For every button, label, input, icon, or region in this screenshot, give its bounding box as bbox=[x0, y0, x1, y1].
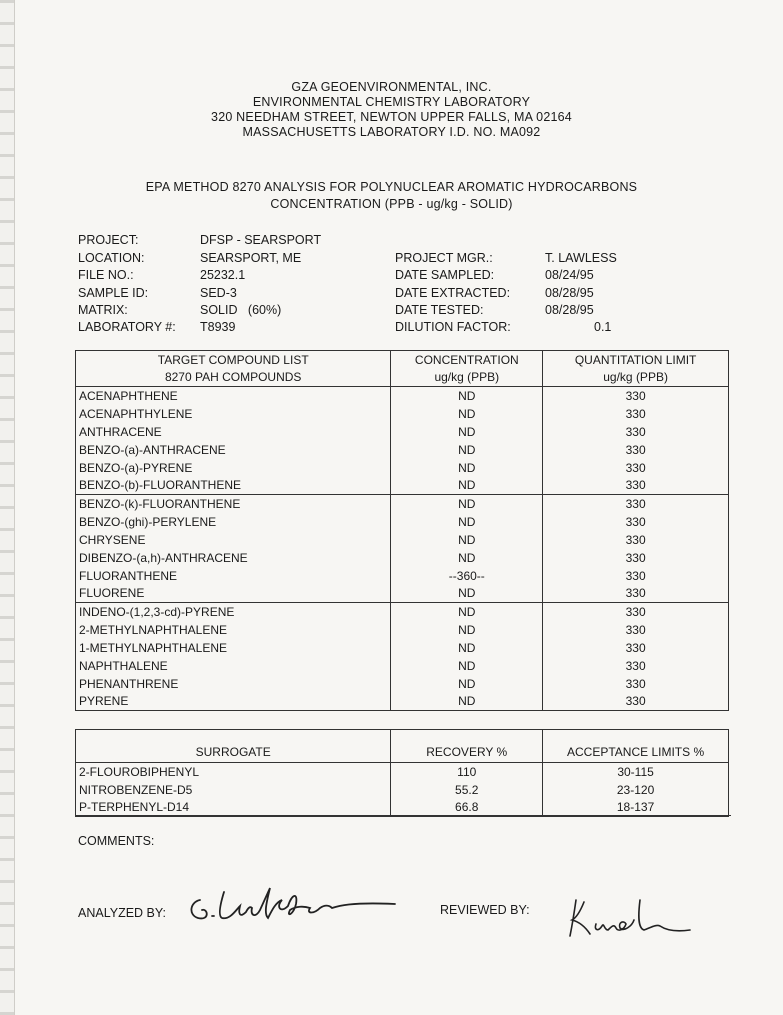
pah-results-table bbox=[75, 350, 729, 711]
quantitation-limit-value: 330 bbox=[625, 478, 646, 493]
table-row bbox=[76, 441, 729, 459]
sample-id-value: SED-3 bbox=[200, 286, 237, 300]
file-no-label: FILE NO.: bbox=[78, 268, 134, 282]
quantitation-limit-value: 330 bbox=[625, 460, 646, 475]
quantitation-limit-value: 330 bbox=[625, 640, 646, 655]
matrix-label: MATRIX: bbox=[78, 303, 128, 317]
quantitation-limit-value: 330 bbox=[625, 676, 646, 691]
compound-name: FLUORENE bbox=[76, 585, 391, 603]
concentration-value: ND bbox=[391, 387, 543, 405]
concentration-value: ND bbox=[391, 639, 543, 657]
table-row bbox=[76, 459, 729, 477]
date-tested-label: DATE TESTED: bbox=[395, 303, 484, 317]
recovery-value: 55.2 bbox=[391, 781, 543, 799]
header-quantitation-limit: QUANTITATION LIMIT bbox=[574, 352, 697, 367]
header-surrogate: SURROGATE bbox=[76, 730, 391, 763]
quantitation-limit-value: 330 bbox=[625, 550, 646, 565]
dilution-factor-value: 0.1 bbox=[594, 320, 612, 334]
concentration-value: ND bbox=[391, 441, 543, 459]
quantitation-limit-value: 330 bbox=[625, 586, 646, 601]
quantitation-limit-value: 330 bbox=[625, 406, 646, 421]
concentration-value: ND bbox=[391, 513, 543, 531]
acceptance-limits-value: 18-137 bbox=[616, 800, 655, 815]
quantitation-limit-value: 330 bbox=[625, 532, 646, 547]
header-limit-units: ug/kg (PPB) bbox=[603, 370, 668, 385]
lab-id: MASSACHUSETTS LABORATORY I.D. NO. MA092 bbox=[242, 125, 541, 139]
table-row bbox=[76, 781, 729, 799]
method-title: EPA METHOD 8270 ANALYSIS FOR POLYNUCLEAR AROMATIC HYDROCARBONS bbox=[145, 180, 638, 194]
table-row bbox=[76, 603, 729, 621]
comments-label: COMMENTS: bbox=[78, 834, 155, 848]
table-row bbox=[76, 477, 729, 495]
header-concentration-units: ug/kg (PPB) bbox=[391, 369, 543, 387]
compound-name: NAPHTHALENE bbox=[76, 657, 391, 675]
quantitation-limit-value: 330 bbox=[625, 442, 646, 457]
surrogate-table-header bbox=[76, 730, 729, 763]
date-tested-value: 08/28/95 bbox=[545, 303, 594, 317]
file-no-value: 25232.1 bbox=[200, 268, 246, 282]
matrix-value: SOLID (60%) bbox=[200, 303, 282, 317]
concentration-value: ND bbox=[391, 603, 543, 621]
compound-name: 1-METHYLNAPHTHALENE bbox=[76, 639, 391, 657]
quantitation-limit-value: 330 bbox=[625, 568, 646, 583]
compound-name: DIBENZO-(a,h)-ANTHRACENE bbox=[76, 549, 391, 567]
recovery-value: 66.8 bbox=[391, 799, 543, 817]
acceptance-limits-value: 30-115 bbox=[617, 764, 654, 779]
reviewed-by-label: REVIEWED BY: bbox=[440, 903, 530, 917]
table-row bbox=[76, 657, 729, 675]
table-row bbox=[76, 423, 729, 441]
compound-name: PHENANTHRENE bbox=[76, 675, 391, 693]
table-row bbox=[76, 763, 729, 781]
concentration-value: ND bbox=[391, 423, 543, 441]
concentration-value: ND bbox=[391, 495, 543, 513]
laboratory-number-value: T8939 bbox=[200, 320, 236, 334]
method-subtitle: CONCENTRATION (PPB - ug/kg - SOLID) bbox=[270, 197, 513, 211]
table-row bbox=[76, 513, 729, 531]
header-pah-compounds: 8270 PAH COMPOUNDS bbox=[76, 369, 391, 387]
table-row bbox=[76, 585, 729, 603]
header-target-compound-list: TARGET COMPOUND LIST bbox=[76, 351, 391, 369]
pah-table-body bbox=[76, 387, 729, 711]
pah-table-header bbox=[76, 351, 729, 387]
surrogate-table bbox=[75, 729, 729, 817]
concentration-value: ND bbox=[391, 531, 543, 549]
project-label: PROJECT: bbox=[78, 233, 139, 247]
compound-name: BENZO-(a)-PYRENE bbox=[76, 459, 391, 477]
surrogate-name: NITROBENZENE-D5 bbox=[76, 781, 391, 799]
acceptance-limits-value: 23-120 bbox=[616, 782, 655, 797]
surrogate-table-body bbox=[76, 763, 729, 817]
table-row bbox=[76, 495, 729, 513]
table-row bbox=[76, 549, 729, 567]
concentration-value: --360-- bbox=[391, 567, 543, 585]
project-value: DFSP - SEARSPORT bbox=[200, 233, 322, 247]
location-label: LOCATION: bbox=[78, 251, 145, 265]
project-mgr-label: PROJECT MGR.: bbox=[395, 251, 493, 265]
quantitation-limit-value: 330 bbox=[625, 658, 646, 673]
table-row bbox=[76, 405, 729, 423]
analyst-signature bbox=[180, 880, 400, 930]
quantitation-limit-value: 330 bbox=[625, 496, 646, 511]
lab-address: 320 NEEDHAM STREET, NEWTON UPPER FALLS, MA 02164 bbox=[211, 110, 572, 124]
header-concentration: CONCENTRATION bbox=[391, 351, 543, 369]
concentration-value: ND bbox=[391, 693, 543, 711]
table-row bbox=[76, 621, 729, 639]
date-extracted-value: 08/28/95 bbox=[545, 286, 594, 300]
compound-name: ACENAPHTHENE bbox=[76, 387, 391, 405]
compound-name: BENZO-(ghi)-PERYLENE bbox=[76, 513, 391, 531]
surrogate-name: 2-FLOUROBIPHENYL bbox=[76, 763, 391, 781]
recovery-value: 110 bbox=[391, 763, 543, 781]
laboratory-number-label: LABORATORY #: bbox=[78, 320, 176, 334]
surrogate-table-underline bbox=[75, 815, 731, 816]
surrogate-name: P-TERPHENYL-D14 bbox=[76, 799, 391, 817]
table-row bbox=[76, 799, 729, 817]
compound-name: FLUORANTHENE bbox=[76, 567, 391, 585]
table-row bbox=[76, 387, 729, 405]
quantitation-limit-value: 330 bbox=[625, 388, 646, 403]
lab-department: ENVIRONMENTAL CHEMISTRY LABORATORY bbox=[252, 95, 531, 109]
date-sampled-value: 08/24/95 bbox=[545, 268, 594, 282]
spiral-binding bbox=[0, 0, 15, 1015]
concentration-value: ND bbox=[391, 621, 543, 639]
lab-name: GZA GEOENVIRONMENTAL, INC. bbox=[291, 80, 492, 94]
quantitation-limit-value: 330 bbox=[625, 424, 646, 439]
quantitation-limit-value: 330 bbox=[625, 622, 646, 637]
quantitation-limit-value: 330 bbox=[625, 514, 646, 529]
compound-name: ACENAPHTHYLENE bbox=[76, 405, 391, 423]
table-row bbox=[76, 693, 729, 711]
project-mgr-value: T. LAWLESS bbox=[545, 251, 617, 265]
compound-name: ANTHRACENE bbox=[76, 423, 391, 441]
compound-name: PYRENE bbox=[76, 693, 391, 711]
concentration-value: ND bbox=[391, 675, 543, 693]
compound-name: BENZO-(a)-ANTHRACENE bbox=[76, 441, 391, 459]
header-recovery: RECOVERY % bbox=[391, 730, 543, 763]
dilution-factor-label: DILUTION FACTOR: bbox=[395, 320, 511, 334]
reviewer-signature bbox=[560, 890, 700, 940]
analyzed-by-label: ANALYZED BY: bbox=[78, 906, 166, 920]
compound-name: BENZO-(b)-FLUORANTHENE bbox=[76, 477, 391, 495]
compound-name: CHRYSENE bbox=[76, 531, 391, 549]
concentration-value: ND bbox=[391, 405, 543, 423]
concentration-value: ND bbox=[391, 549, 543, 567]
table-row bbox=[76, 567, 729, 585]
quantitation-limit-value: 330 bbox=[625, 604, 646, 619]
quantitation-limit-value: 330 bbox=[625, 694, 646, 709]
header-acceptance-limits: ACCEPTANCE LIMITS % bbox=[566, 745, 705, 759]
location-value: SEARSPORT, ME bbox=[200, 251, 302, 265]
concentration-value: ND bbox=[391, 657, 543, 675]
table-row bbox=[76, 675, 729, 693]
compound-name: BENZO-(k)-FLUORANTHENE bbox=[76, 495, 391, 513]
table-row bbox=[76, 639, 729, 657]
sample-id-label: SAMPLE ID: bbox=[78, 286, 149, 300]
concentration-value: ND bbox=[391, 477, 543, 495]
concentration-value: ND bbox=[391, 459, 543, 477]
table-row bbox=[76, 531, 729, 549]
date-extracted-label: DATE EXTRACTED: bbox=[395, 286, 511, 300]
compound-name: 2-METHYLNAPHTHALENE bbox=[76, 621, 391, 639]
date-sampled-label: DATE SAMPLED: bbox=[395, 268, 495, 282]
concentration-value: ND bbox=[391, 585, 543, 603]
compound-name: INDENO-(1,2,3-cd)-PYRENE bbox=[76, 603, 391, 621]
